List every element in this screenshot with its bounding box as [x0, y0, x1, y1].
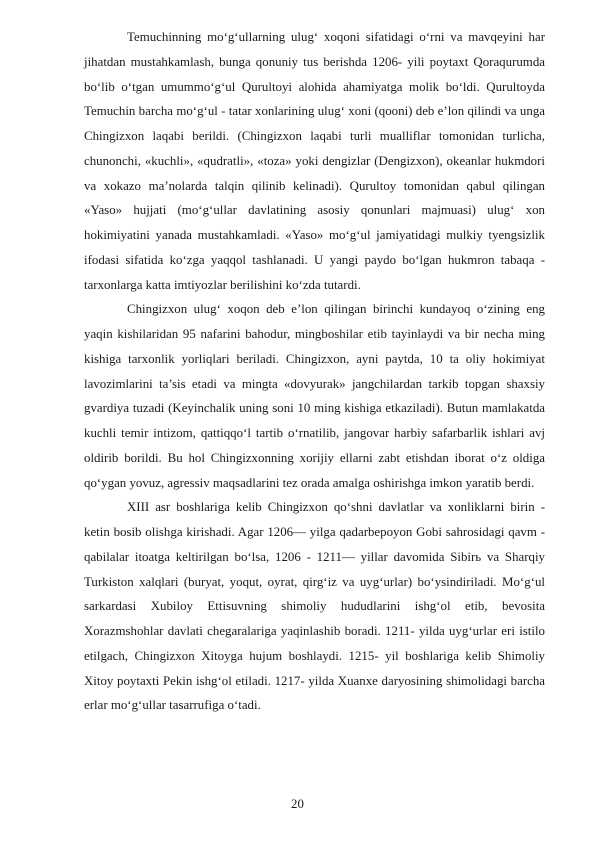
paragraph-2: Chingizxon ulug‘ xoqon deb e’lon qilingan birinchi kundayoq o‘zining eng yaqin kishilaridan 95 nafarini bahodur, mingboshilar etib tayinlaydi va bir necha ming kishiga tarxonlik yorliqlari beriladi. Chingizxon, ayni paytda, 10 ta oliy hokimiyat lavozimlarini ta’sis etadi va mingta «dovyurak» jangchilardan tarkib topgan shaxsiy gvardiya tuzadi (Keyinchalik uning soni 10 ming kishiga etkaziladi). Butun mamlakatda kuchli temir intizom, qattiqqo‘l tartib o‘rnatilib, jangovar harbiy safarbarlik ishlari avj oldirib borildi. Bu hol Chingizxonning xorijiy ellarni zabt etishdan iborat o‘z oldiga qo‘ygan yovuz, agressiv maqsadlarini tez orada amalga oshirishga imkon yaratib berdi.: [84, 302, 545, 490]
page-number: 20: [291, 797, 304, 811]
paragraph-3: XIII asr boshlariga kelib Chingizxon qo‘shni davlatlar va xonliklarni birin - ketin bosib olishga kirishadi. Agar 1206— yilga qadarbepoyon Gobi sahrosidagi qavm - qabilalar itoatga keltirilgan bo‘lsa, 1206 - 1211— yillar davomida Sibirь va Sharqiy Turkiston xalqlari (buryat, yoqut, oyrat, qirg‘iz va uyg‘urlar) bo‘ysindiriladi. Mo‘g‘ul sarkardasi Xubiloy Ettisuvning shimoliy hududlarini ishg‘ol etib, bevosita Xorazmshohlar davlati chegaralariga yaqinlashib boradi. 1211- yilda uyg‘urlar eri istilo etilgach, Chingizxon Xitoyga hujum boshlaydi. 1215- yil boshlariga kelib Shimoliy Xitoy poytaxti Pekin ishg‘ol etiladi. 1217- yilda Xuanxe daryosining shimolidagi barcha erlar mo‘g‘ullar tasarrufiga o‘tadi.: [84, 500, 545, 713]
paragraph-1: Temuchinning mo‘g‘ullarning ulug‘ xoqoni sifatidagi o‘rni va mavqeyini har jihatdan mustahkamlash, bunga qonuniy tus berishda 1206- yili poytaxt Qoraqurumda bo‘lib o‘tgan umummo‘g‘ul Qurultoyi alohida ahamiyatga molik bo‘ldi. Qurultoyda Temuchin barcha mo‘g‘ul - tatar xonlarining ulug‘ xoni (qooni) deb e’lon qilindi va unga Chingizxon laqabi berildi. (Chingizxon laqabi turli mualliflar tomonidan turlicha, chunonchi, «kuchli», «qudratli», «toza» yoki dengizlar (Dengizxon), okeanlar hukmdori va xokazo ma’nolarda talqin qilinib kelinadi). Qurultoy tomonidan qabul qilingan «Yaso» hujjati (mo‘g‘ullar davlatining asosiy qonunlari majmuasi) ulug‘ xon hokimiyatini yanada mustahkamladi. «Yaso» mo‘g‘ul jamiyatidagi mulkiy tyengsizlik ifodasi sifatida ko‘zga yaqqol tashlanadi. U yangi paydo bo‘lgan hukmron tabaqa - tarxonlarga katta imtiyozlar berilishini ko‘zda tutardi.: [84, 30, 545, 292]
document-body: [84, 25, 545, 718]
